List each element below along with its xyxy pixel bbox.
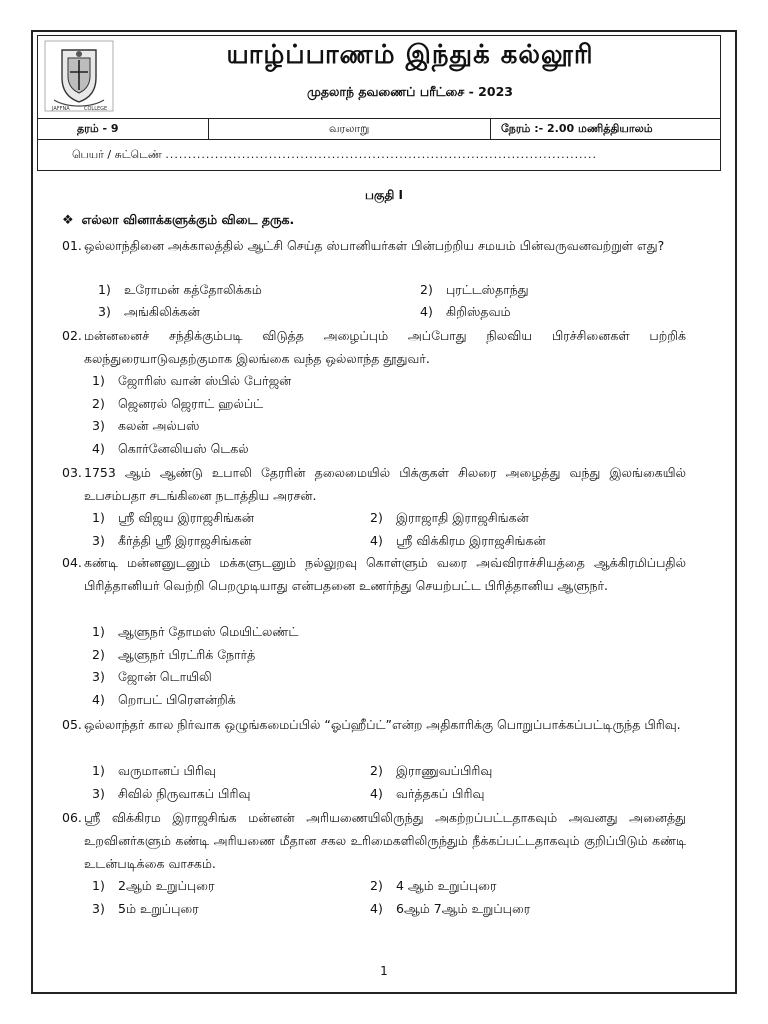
question-number: 05. [62, 717, 82, 732]
option-number: 2) [370, 763, 383, 778]
option[interactable] [370, 530, 546, 552]
question-number: 02. [62, 328, 82, 343]
option-number: 2) [92, 396, 105, 411]
college-crest-logo [44, 40, 114, 112]
option[interactable] [92, 760, 216, 782]
name-label: பெயர் / சுட்டெண் [72, 148, 162, 161]
question-2 [62, 324, 686, 370]
option-number: 2) [370, 510, 383, 525]
option-text: கிறிஸ்தவம் [446, 304, 511, 319]
option-text: அங்கிலிக்கன் [124, 304, 200, 319]
option-number: 2) [420, 282, 433, 297]
question-number: 03. [62, 465, 82, 480]
question-5 [62, 713, 686, 736]
option[interactable] [98, 301, 200, 323]
option-number: 1) [98, 282, 111, 297]
option-text: ஜோரிஸ் வான் ஸ்பில் பேர்ஜன் [118, 373, 292, 388]
option-text: கீர்த்தி ஸ்ரீ இராஜசிங்கன் [118, 533, 252, 548]
exam-info-row [37, 118, 721, 140]
option-number: 2) [370, 878, 383, 893]
option-text: சிவில் நிருவாகப் பிரிவு [118, 786, 251, 801]
instruction-text: எல்லா வினாக்களுக்கும் விடை தருக. [81, 212, 295, 227]
option-text: ஸ்ரீ விஜய இராஜசிங்கன் [118, 510, 254, 525]
question-number: 06. [62, 810, 82, 825]
question-6 [62, 806, 686, 875]
option-text: ஆளுநர் தோமஸ் மெயிட்லண்ட் [118, 624, 299, 639]
option[interactable] [370, 760, 492, 782]
option[interactable] [420, 279, 529, 301]
question-1 [62, 234, 686, 257]
question-text: மன்னனைச் சந்திக்கும்படி விடுத்த அழைப்பும் அப்போது நிலவிய பிரச்சினைகள் பற்றிக் கலந்துரையாடுவதற்குமாக இலங்கை வந்த ஒல்லாந்த தூதுவர். [84, 328, 686, 366]
question-number: 01. [62, 238, 82, 253]
option-number: 3) [92, 786, 105, 801]
option-number: 1) [92, 510, 105, 525]
option-text: புரட்டஸ்தாந்து [446, 282, 529, 297]
svg-text:COLLEGE: COLLEGE [84, 106, 108, 112]
option-text: றொபட் பிரௌன்றிக் [118, 692, 236, 707]
option[interactable] [370, 507, 529, 529]
option[interactable] [92, 530, 252, 552]
option[interactable] [92, 393, 263, 415]
option-number: 4) [92, 692, 105, 707]
option-number: 3) [92, 669, 105, 684]
option-text: வர்த்தகப் பிரிவு [396, 786, 485, 801]
school-name: யாழ்ப்பாணம் இந்துக் கல்லூரி [226, 40, 594, 70]
option-text: ஸ்ரீ விக்கிரம இராஜசிங்கன் [396, 533, 546, 548]
question-text: கண்டி மன்னனுடனும் மக்களுடனும் நல்லுறவு கொள்ளும் வரை அவ்விராச்சியத்தை ஆக்கிரமிப்பதில் பிரித்தானியர் வெற்றி பெறமுடியாது என்பதனை உணர்ந்து செயற்பட்ட பிரித்தானிய ஆளுநர். [84, 555, 686, 593]
option-number: 1) [92, 878, 105, 893]
page-number: 1 [380, 964, 388, 978]
option-text: ஆளுநர் பிரட்ரிக் நோர்த் [118, 647, 256, 662]
option[interactable] [92, 666, 212, 688]
diamond-bullet-icon: ❖ [62, 213, 74, 228]
option[interactable] [92, 415, 199, 437]
question-text: 1753 ஆம் ஆண்டு உபாலி தேரரின் தலைமையில் பிக்குகள் சிலரை அழைத்து வந்து இலங்கையில் உபசம்பதா சடங்கினை நடாத்திய அரசன். [84, 465, 686, 503]
option[interactable] [370, 783, 484, 805]
option-number: 1) [92, 373, 105, 388]
name-dotted-line: ................................................................................................ [165, 148, 598, 161]
option-text: இராணுவப்பிரிவு [396, 763, 493, 778]
svg-text:JAFFNA: JAFFNA [52, 106, 70, 112]
option-number: 1) [92, 763, 105, 778]
section-title: பகுதி I [365, 188, 403, 202]
option[interactable] [92, 438, 249, 460]
option[interactable] [92, 783, 250, 805]
question-4 [62, 551, 686, 597]
option-number: 4) [370, 786, 383, 801]
exam-title: முதலாந் தவணைப் பரீட்சை - 2023 [307, 84, 513, 99]
option-text: ஜெனரல் ஜெராட் ஹல்ப்ட் [118, 396, 264, 411]
option-text: உரோமன் கத்தோலிக்கம் [124, 282, 262, 297]
option-text: 2ஆம் உறுப்புரை [118, 878, 215, 893]
time-label: நேரம் :- 2.00 மணித்தியாலம் [501, 121, 653, 135]
option-number: 4) [420, 304, 433, 319]
option[interactable] [92, 875, 214, 897]
question-text: ஸ்ரீ விக்கிரம இராஜசிங்க மன்னன் அரியணையிலிருந்து அகற்றப்பட்டதாகவும் அவனது அனைத்து உறவினர்களும் கண்டி அரியணை மீதான சகல உரிமைகளிலிருந்தும் நீக்கப்பட்டதாகவும் குறிப்பிடும் கண்டி உடன்படிக்கை வாசகம். [84, 810, 686, 871]
option-text: கொர்னேலியஸ் டெகல் [118, 441, 249, 456]
option-number: 3) [92, 418, 105, 433]
option[interactable] [92, 898, 199, 920]
subject-label: வரலாறு [209, 119, 491, 139]
option-number: 1) [92, 624, 105, 639]
grade-label: தரம் - 9 [37, 119, 209, 139]
option[interactable] [370, 898, 530, 920]
option-number: 4) [370, 901, 383, 916]
option-text: ஜோன் டொயிலி [118, 669, 212, 684]
option-number: 3) [92, 901, 105, 916]
option-number: 3) [98, 304, 111, 319]
question-text: ஒல்லாந்தினை அக்காலத்தில் ஆட்சி செய்த ஸ்பானியர்கள் பின்பற்றிய சமயம் பின்வருவனவற்றுள் எது? [84, 238, 665, 253]
option-number: 4) [92, 441, 105, 456]
option-text: இராஜாதி இராஜசிங்கன் [396, 510, 529, 525]
option[interactable] [92, 370, 291, 392]
option-text: 6ஆம் 7ஆம் உறுப்புரை [396, 901, 531, 916]
question-3 [62, 461, 686, 507]
option[interactable] [92, 689, 236, 711]
option[interactable] [370, 875, 496, 897]
option[interactable] [92, 644, 255, 666]
option-text: வருமானப் பிரிவு [118, 763, 216, 778]
option[interactable] [92, 621, 298, 643]
instruction [62, 212, 294, 229]
option-text: 5ம் உறுப்புரை [118, 901, 199, 916]
option-number: 3) [92, 533, 105, 548]
option[interactable] [98, 279, 262, 301]
option[interactable] [420, 301, 511, 323]
question-number: 04. [62, 555, 82, 570]
option-text: கலன் அல்பஸ் [118, 418, 200, 433]
option-number: 2) [92, 647, 105, 662]
question-text: ஒல்லாந்தர் கால நிர்வாக ஒழுங்கமைப்பில் “ஓப்ஹீப்ட்”என்ற அதிகாரிக்கு பொறுப்பாக்கப்பட்டிருந்த பிரிவு. [84, 717, 681, 732]
option-number: 4) [370, 533, 383, 548]
name-field[interactable] [72, 148, 597, 163]
option-text: 4 ஆம் உறுப்புரை [396, 878, 497, 893]
option[interactable] [92, 507, 254, 529]
